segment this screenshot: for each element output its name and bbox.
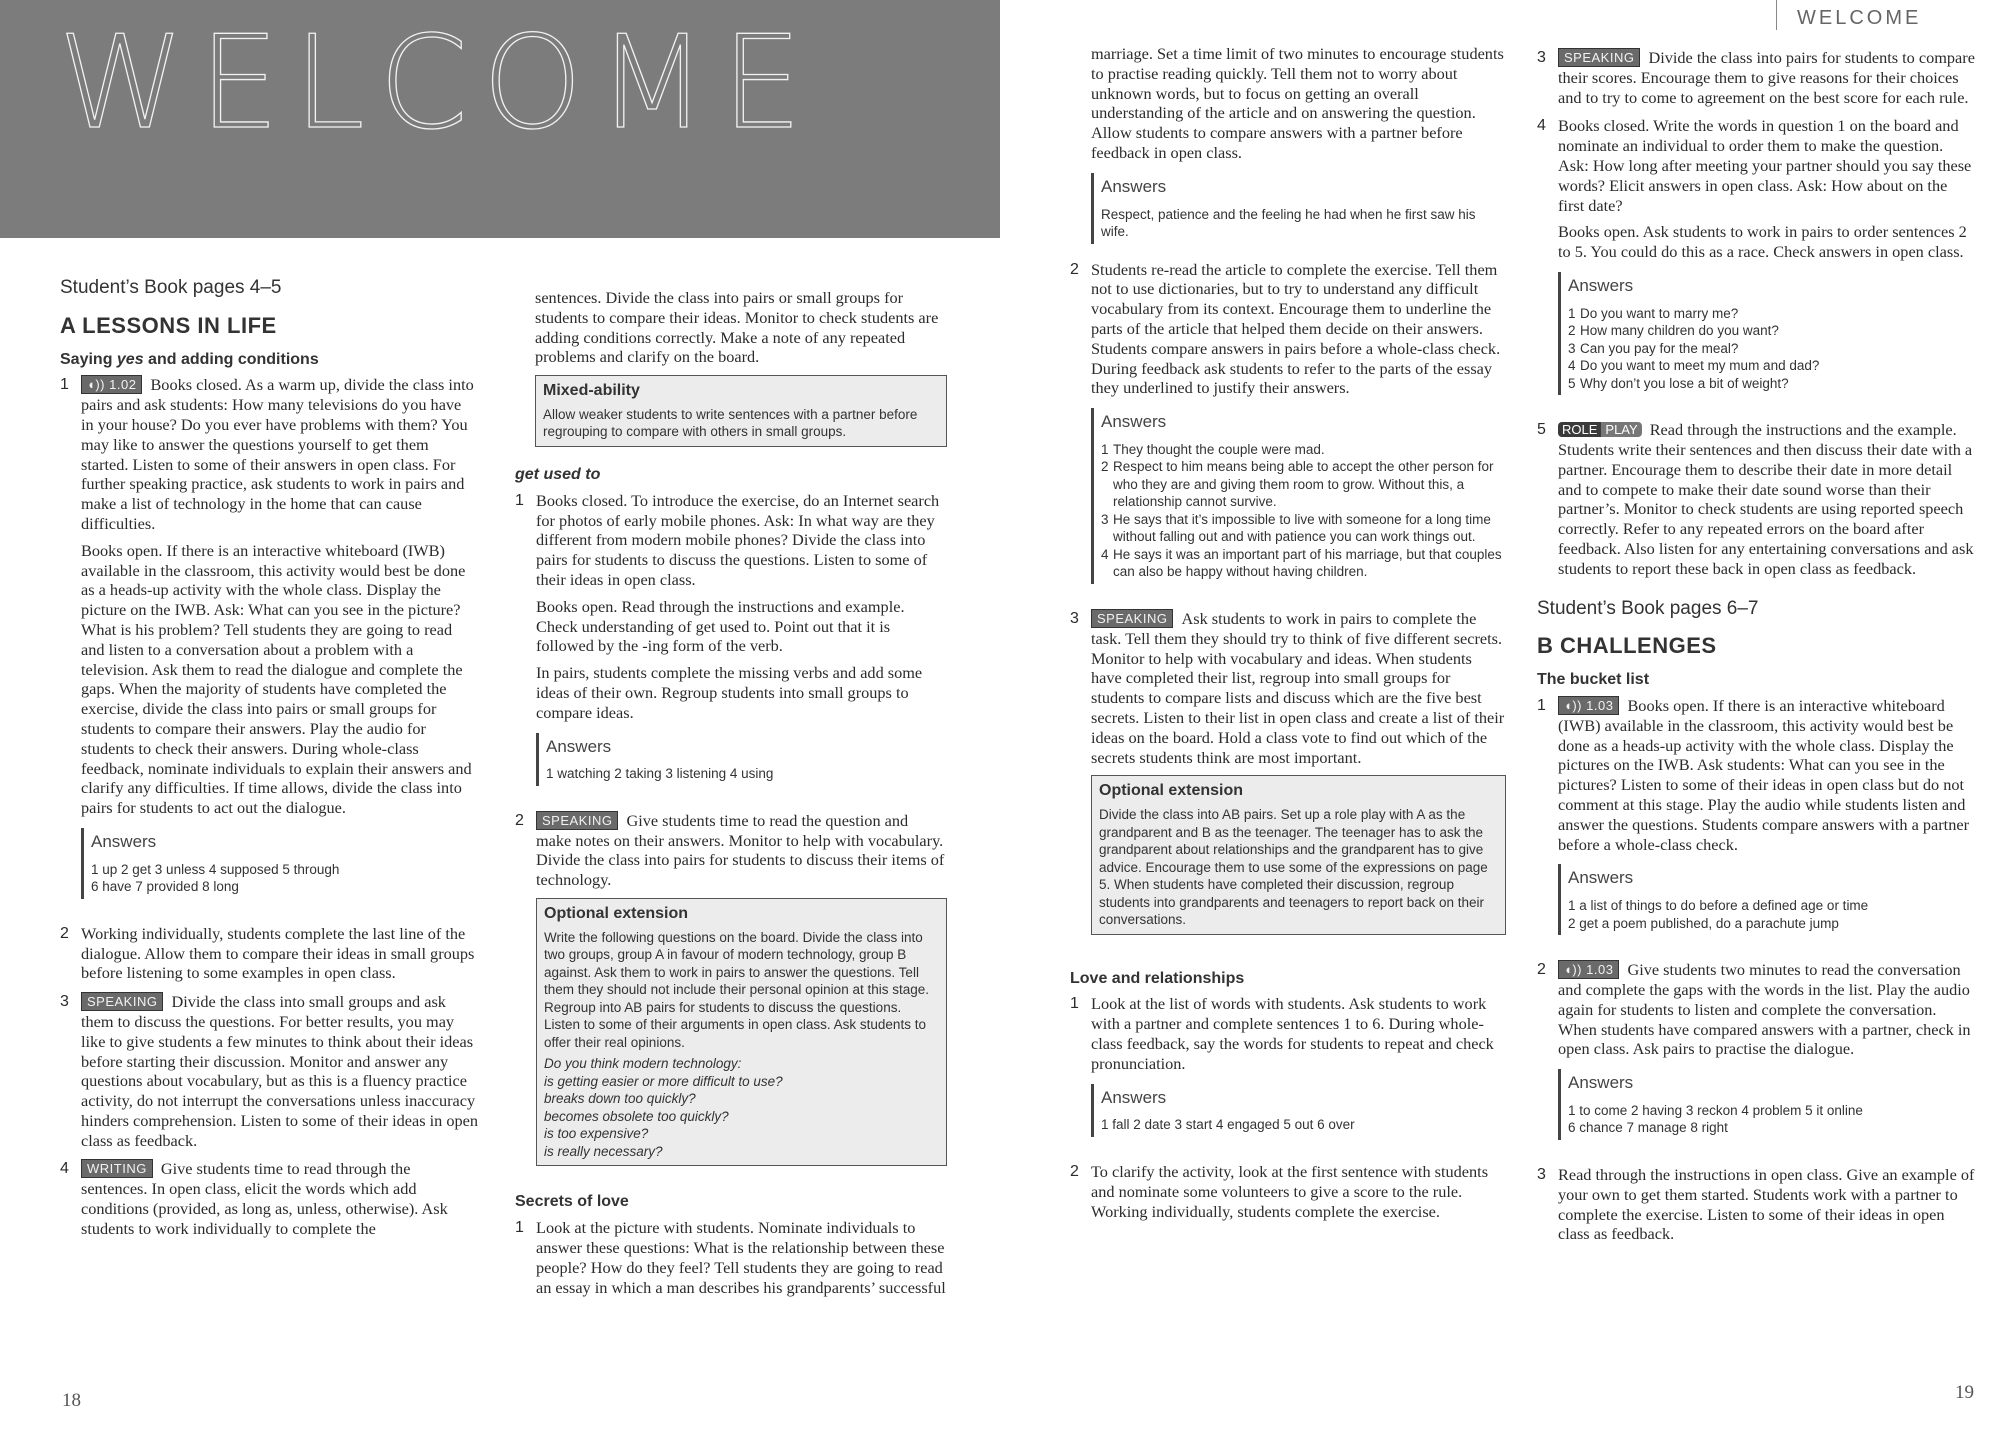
paragraph: Give students two minutes to read the conversation and complete the gaps with the words in the list. Play the audio again for students to listen and complete the conversation. When students have compared answers with a partner, check in open class. Ask pairs to practise the dialogue. [1558,960,1971,1059]
paragraph: Books open. If there is an interactive whiteboard (IWB) available in the classroom, this activity would best be done as a heads-up activity with the whole class. Display the picture on the IWB. Ask: What can you see in the picture? What is his problem? Tell students they are going to read and listen to a conversation about a problem with a television. Ask them to read the dialogue and complete the gaps. When the majority of students have completed the exercise, divide the class into pairs or small groups for students to compare their answers. Play the audio for students to check their answers. During whole-class feedback, nominate individuals to explain their answers and clarify any difficulties. If time allows, divide the class into pairs for students to act out the dialogue. [81,540,472,818]
exercise-item [1070,1162,1506,1221]
paragraph: Divide the class into pairs for students to compare their scores. Encourage them to give reasons for their choices and to try to come to agreement on the best score for each rule. [1558,48,1975,107]
paragraph: Books closed. As a warm up, divide the class into pairs and ask students: How many televisions do you have in your house? Do you ever have problems with them? You may like to answer the questions yourself to get them started. Listen to some of their answers in open class. For further speaking practice, ask students to work in pairs and make a list of technology in the home that can cause difficulties. [81,375,474,533]
subheading: Secrets of love [515,1193,629,1211]
page-number-right: 19 [1955,1382,1974,1403]
box-question: Do you think modern technology: [544,1056,742,1072]
exercise-item [515,491,947,802]
exercise-item [1070,994,1506,1152]
paragraph: marriage. Set a time limit of two minutes to encourage students to practise reading quickly. Tell them not to worry about unknown words, but to focus on getting an overall understanding of the article and on answering the question. Allow students to compare answers with a partner before feedback in open class. [1091,44,1504,162]
item-number: 3 [1537,49,1546,66]
item-number: 2 [60,924,69,942]
item-number: 4 [1537,117,1546,135]
role-play-badge: ROLE PLAY [1558,421,1642,438]
paragraph: In pairs, students complete the missing verbs and add some ideas of their own. Regroup students into small groups to compare ideas. [536,663,923,722]
paragraph: Give students time to read the question and make notes on their answers. Monitor to help with vocabulary. Divide the class into pairs for students to discuss their items of technology. [536,810,945,890]
box-title: Optional extension [1099,782,1244,800]
answers-row: 4 Do you want to meet my mum and dad? [1568,358,1820,374]
box-text: Allow weaker students to write sentences with a partner before regrouping to compare with others in small groups. [543,406,918,440]
exercise-item [1537,420,1975,578]
answers-title: Answers [91,831,157,851]
item-number: 3 [60,993,69,1011]
item-number: 2 [1070,1162,1079,1180]
pages-label: Student’s Book pages 6–7 [1537,597,1759,619]
answers-box [1091,1084,1506,1137]
answers-box [1558,1069,1975,1140]
paragraph: Books open. If there is an interactive whiteboard (IWB) available in the classroom, this activity would best be done as a heads-up activity with the whole class. Display the pictures on the IWB. Ask students: What can you see in the pictures? Listen to some of their ideas in open class but do not comment at this stage. Play the audio while students listen and answer the questions. Students compare answers with a partner before a whole-class check. [1558,696,1969,854]
exercise-item [1537,48,1975,107]
item-number: 3 [1537,1165,1546,1183]
box-question: becomes obsolete too quickly? [544,1108,729,1124]
exercise-item [1070,609,1506,949]
item-number: 4 [60,1160,69,1178]
answers-row: 5 Why don’t you lose a bit of weight? [1568,375,1789,391]
box-title: Mixed-ability [543,382,640,400]
answers-row: 1 They thought the couple were mad. [1101,441,1325,457]
optional-extension-box [536,898,947,1166]
item-number: 1 [1537,697,1546,715]
box-text: Write the following questions on the board. Divide the class into two groups, group A in favour of modern technology, group B against. Ask them to work in pairs to answer the questions. Tell them they should not include their personal opinion at this stage. Regroup into AB pairs for students to discuss the questions. Listen to some of their arguments in open class. Ask students to offer their real opinions. [544,929,929,1050]
answers-title: Answers [1568,1073,1634,1093]
answers-box [1558,864,1975,935]
audio-track-badge: ◖)) 1.03 [1558,960,1619,979]
paragraph: Working individually, students complete the last line of the dialogue. Allow them to compare their ideas in small groups before listening to some examples in open class. [81,923,475,983]
answers-title: Answers [1101,1087,1167,1107]
box-text: Divide the class into AB pairs. Set up a role play with A as the grandparent and B as the teenager. The teenager has to ask the grandparent about relationships and the grandparent has to give advice. Encourage them to use some of the expressions on page 5. When students have completed their discussion, regroup students into grandparents and teenagers to report back on their conversations. [1099,807,1488,928]
paragraph: Books open. Ask students to work in pairs to order sentences 2 to 5. You could do this as a race. Check answers in open class. [1558,222,1967,262]
column-4 [1537,48,1975,1253]
exercise-item [60,1159,478,1238]
answers-title: Answers [1568,275,1634,295]
answers-box [1091,408,1506,584]
answers-line: 1 watching 2 taking 3 listening 4 using [546,766,774,782]
welcome-banner [0,0,1000,238]
exercise-item [515,811,947,1180]
item-number: 2 [1070,260,1079,278]
section-title: A LESSONS IN LIFE [60,312,277,338]
paragraph: Look at the picture with students. Nominate individuals to answer these questions: What is the relationship between these people? How do they feel? Tell students they are going to read an essay in which a man describes his grandparents’ successful [536,1218,946,1297]
answers-row: 2 Respect to him means being able to accept the other person for who they are and giving them room to grow. Without this, a relationship cannot survive. [1101,459,1494,510]
answers-box [1091,173,1506,244]
answers-row: 4 He says it was an important part of his marriage, but that couples can also be happy without having children. [1101,546,1502,580]
paragraph: Read through the instructions in open class. Give an example of your own to get them started. Students work with a partner to complete the exercise. Listen to some of their ideas in open class as feedback. [1558,1164,1975,1244]
paragraph: Look at the list of words with students. Ask students to work with a partner and complete sentences 1 to 6. During whole-class feedback, say the words for students to repeat and check pronunciation. [1091,994,1494,1073]
exercise-item [515,1218,947,1297]
answers-row: 3 He says that it’s impossible to live with someone for a long time without falling out and with patience you can work things out. [1101,511,1491,545]
speaking-badge: SPEAKING [1091,609,1173,628]
running-head-rule [1776,0,1777,30]
paragraph: To clarify the activity, look at the first sentence with students and nominate some volunteers to give a score to the rule. Working individually, students complete the exercise. [1091,1161,1489,1221]
box-title: Optional extension [544,905,689,923]
audio-track-badge: ◖)) 1.03 [1558,696,1619,715]
answers-box [1558,272,1975,395]
paragraph: Books closed. To introduce the exercise, do an Internet search for photos of early mobile phones. Ask: In what way are they different from modern mobile phones? Divide the class into pairs for students to discuss the questions. Listen to some of their ideas in open class. [536,490,940,589]
answers-line: 6 chance 7 manage 8 right [1568,1120,1728,1136]
answers-title: Answers [546,736,612,756]
audio-track-badge: ◖)) 1.02 [81,375,142,394]
column-3 [1070,44,1506,1230]
answers-title: Answers [1568,868,1634,888]
answers-title: Answers [1101,412,1167,432]
paragraph: sentences. Divide the class into pairs or small groups for students to compare their ideas. Monitor to check students are adding conditions correctly. Make a note of any repeated problems and clarify on the board. [535,288,939,367]
item-number: 2 [1537,961,1546,979]
answers-row: 1 Do you want to marry me? [1568,305,1739,321]
paragraph: Read through the instructions and the example. Students write their sentences and then discuss their date with a partner. Encourage them to describe their date in more detail and to compete to make their date sound worse than their partner’s. Monitor to check students are using reported speech correctly. Refer to any repeated errors on the board after feedback. Also listen for any entertaining conversations and ask students to report these back in open class as feedback. [1558,420,1974,578]
mixed-ability-box [535,375,947,447]
subheading: Saying yes and adding conditions [60,350,319,368]
answers-box [536,733,947,786]
answers-title: Answers [1101,176,1167,196]
column-1 [60,278,478,1248]
answers-line: 1 fall 2 date 3 start 4 engaged 5 out 6 over [1101,1117,1355,1133]
subheading: Love and relationships [1070,969,1245,987]
answers-line: 6 have 7 provided 8 long [91,879,239,895]
paragraph: Give students time to read through the sentences. In open class, elicit the words which add conditions (provided, as long as, unless, otherwise). Ask students to work individually to complete the [81,1159,448,1238]
speaking-badge: SPEAKING [536,811,618,830]
answers-row: 3 Can you pay for the meal? [1568,340,1739,356]
item-number: 2 [515,811,524,829]
speaking-badge: SPEAKING [1558,48,1640,67]
item-number: 1 [60,376,69,394]
answers-line: 1 to come 2 having 3 reckon 4 problem 5 it online [1568,1102,1863,1118]
box-question: is really necessary? [544,1143,663,1159]
item-number: 1 [515,491,524,509]
exercise-item [1537,960,1975,1156]
exercise-item [1537,1165,1975,1244]
paragraph: Divide the class into small groups and ask them to discuss the questions. For better results, you may like to give students a few minutes to think about their ideas before starting their discussion. Monitor and answer any questions about vocabulary, but as this is a fluency practice activity, do not interrupt the conversations unless inaccuracy hinders comprehension. Listen to some of their ideas in open class as feedback. [81,992,478,1150]
exercise-item [60,992,478,1150]
paragraph: Ask students to work in pairs to complete the task. Tell them they should try to think of five different secrets. Monitor to help with vocabulary and ideas. When students have completed their list, regroup into small groups for students to compare lists and discuss which are the five best secrets. Listen to their list in open class and create a list of their ideas on the board. Hold a class vote to find out which of the secrets students think are most important. [1091,608,1505,767]
exercise-item [1070,260,1506,600]
item-number: 5 [1537,421,1546,439]
answers-box [81,828,478,899]
item-number: 1 [1070,995,1079,1013]
exercise-item [60,375,478,914]
answers-line: 1 up 2 get 3 unless 4 supposed 5 through [91,861,340,877]
optional-extension-box [1091,775,1506,934]
running-head: WELCOME [1797,7,1922,29]
paragraph: Books closed. Write the words in question 1 on the board and nominate an individual to order them to make the question. Ask: How long after meeting your partner should you say these words? Elicit answers in open class. Ask: How about on the first date? [1558,116,1972,215]
column-2 [515,288,947,1306]
exercise-item [1537,116,1975,411]
paragraph: Students re-read the article to complete the exercise. Tell them not to use dictionaries, but to try to understand any difficult vocabulary from its context. Encourage them to underline the parts of the article that helped them decide on their answers. Students compare answers in pairs before a whole-class check. During feedback ask students to refer to the parts of the essay they underlined to justify their answers. [1091,259,1501,398]
box-question: breaks down too quickly? [544,1091,696,1107]
speaking-badge: SPEAKING [81,992,163,1011]
subheading: The bucket list [1537,671,1650,689]
writing-badge: WRITING [81,1159,153,1178]
section-title: B CHALLENGES [1537,633,1717,659]
item-number: 1 [515,1219,524,1237]
answers-row: 2 How many children do you want? [1568,323,1779,339]
paragraph: Books open. Read through the instructions and example. Check understanding of get used to. Point out that it is followed by the -ing form of the verb. [536,596,905,656]
banner-title: WELCOME [58,9,817,158]
answers-line: Respect, patience and the feeling he had when he first saw his wife. [1101,206,1476,240]
item-number: 3 [1070,609,1079,627]
answers-line: 2 get a poem published, do a parachute jump [1568,915,1839,931]
exercise-item [60,924,478,983]
box-question: is too expensive? [544,1126,649,1142]
subheading: get used to [515,465,601,483]
pages-label: Student’s Book pages 4–5 [60,277,282,298]
page-number-left: 18 [62,1390,81,1411]
exercise-item [1537,696,1975,951]
answers-line: 1 a list of things to do before a defined age or time [1568,898,1869,914]
box-question: is getting easier or more difficult to use? [544,1073,783,1089]
